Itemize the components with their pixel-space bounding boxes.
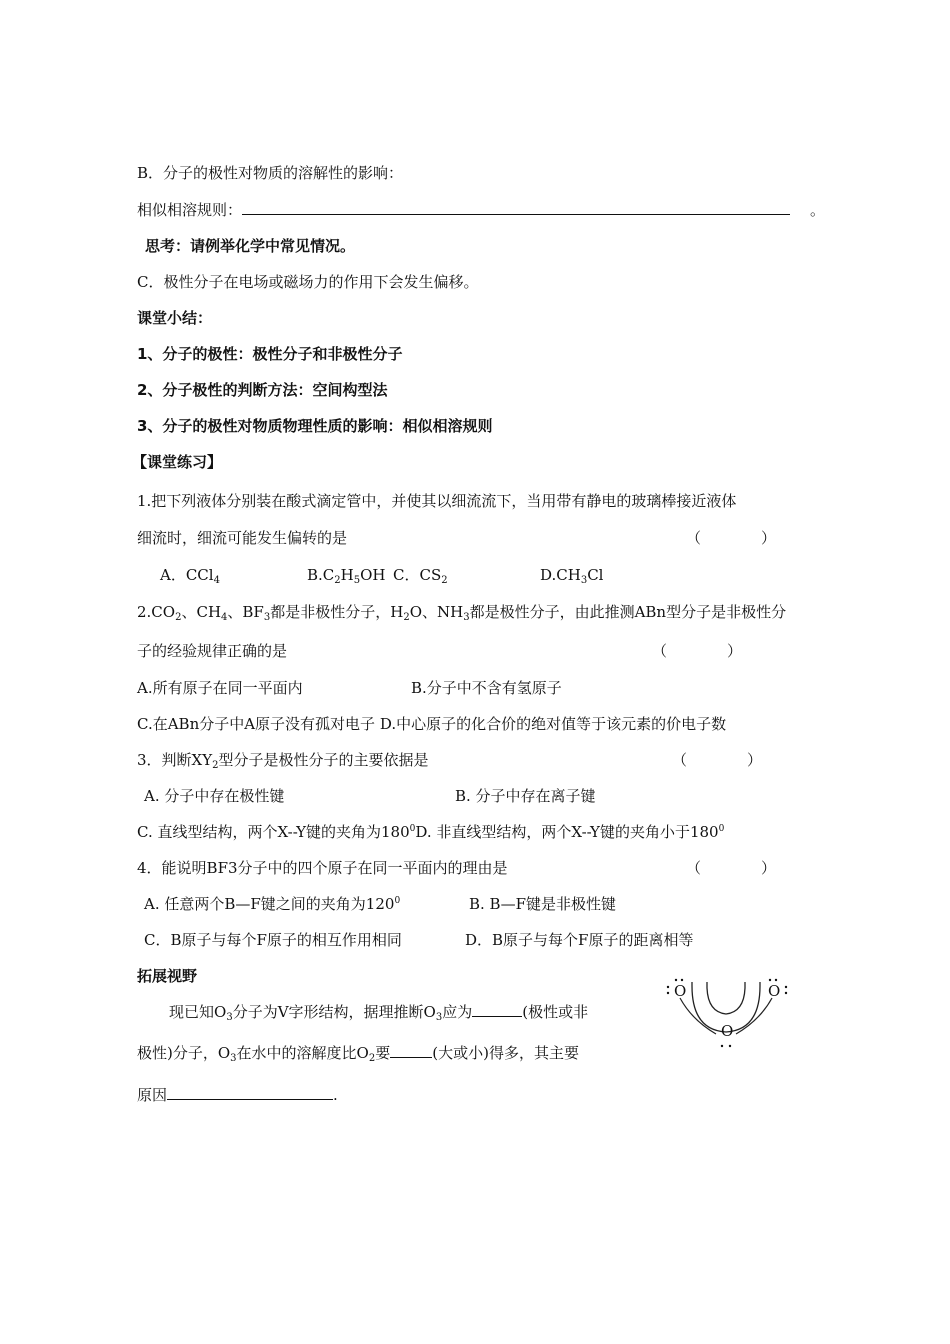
lone-pair-dot bbox=[667, 992, 669, 994]
lone-pair-dot bbox=[785, 986, 787, 988]
ozone-structure-diagram bbox=[660, 974, 792, 1054]
lone-pair-dot bbox=[721, 1045, 723, 1047]
q3-text-1: 3．判断XY bbox=[137, 751, 213, 769]
lone-pair-dot bbox=[775, 979, 777, 981]
q3-option-c-sup: 0 bbox=[409, 824, 416, 834]
q1-option-b-sub-2: 5 bbox=[353, 575, 361, 586]
extend-l1-sub-1: 3 bbox=[226, 1012, 233, 1023]
polarity-blank[interactable] bbox=[472, 1002, 522, 1017]
q3-option-d-sup: 0 bbox=[718, 824, 725, 834]
q1-line1: 1.把下列液体分别装在酸式滴定管中，并使其以细流流下，当用带有静电的玻璃棒接近液体 bbox=[137, 492, 737, 510]
q4-option-b[interactable]: B. B—F键是非极性键 bbox=[469, 895, 616, 913]
lone-pair-dot bbox=[785, 992, 787, 994]
q1-option-d[interactable] bbox=[540, 565, 603, 585]
lone-pair-dot bbox=[667, 986, 669, 988]
atom-right: O bbox=[768, 982, 781, 1000]
extend-l2-sub-2: 2 bbox=[368, 1053, 376, 1064]
q4-option-d[interactable]: D．B原子与每个F原子的距离相等 bbox=[465, 931, 694, 949]
q3-text-2: 型分子是极性分子的主要依据是 bbox=[218, 751, 429, 769]
q2-line2: 子的经验规律正确的是 bbox=[137, 642, 288, 660]
q1-option-c-text: C．CS bbox=[393, 566, 442, 584]
q4-bracket[interactable]: （ ） bbox=[686, 859, 777, 877]
section-c: C．极性分子在电场或磁场力的作用下会发生偏移。 bbox=[137, 273, 479, 291]
q3-sub: 2 bbox=[212, 760, 219, 771]
practice-title: 【课堂练习】 bbox=[132, 453, 223, 471]
q1-option-c[interactable] bbox=[393, 565, 448, 585]
extend-line2 bbox=[137, 1043, 579, 1063]
atom-bottom: O bbox=[721, 1022, 734, 1040]
q3-option-cd[interactable] bbox=[137, 822, 724, 842]
q1-line2: 细流时，细流可能发生偏转的是 bbox=[137, 529, 348, 547]
rule-end: 。 bbox=[810, 201, 826, 219]
q3-option-c-text: C. 直线型结构，两个X--Y键的夹角为180 bbox=[137, 823, 410, 841]
summary-title: 课堂小结： bbox=[137, 309, 213, 327]
extend-line3 bbox=[137, 1085, 338, 1105]
lone-pair-dot bbox=[769, 979, 771, 981]
section-b-title: B．分子的极性对物质的溶解性的影响： bbox=[137, 164, 404, 182]
q1-option-d-text-1: D.CH bbox=[540, 566, 581, 584]
solubility-blank[interactable] bbox=[390, 1043, 432, 1058]
q1-bracket[interactable]: （ ） bbox=[686, 529, 777, 547]
q2-line1 bbox=[137, 602, 786, 622]
think-prompt: 思考：请例举化学中常见情况。 bbox=[145, 237, 356, 255]
q4-line: 4．能说明BF3分子中的四个原子在同一平面内的理由是 bbox=[137, 859, 508, 877]
q3-option-b[interactable]: B. 分子中存在离子键 bbox=[455, 787, 596, 805]
lone-pair-dot bbox=[729, 1045, 731, 1047]
summary-item-1: 1、分子的极性：极性分子和非极性分子 bbox=[137, 345, 403, 363]
rule-label: 相似相溶规则： bbox=[137, 201, 243, 219]
extend-l1-text-1: 现已知O bbox=[169, 1003, 227, 1021]
q4-option-a-sup: 0 bbox=[394, 896, 401, 906]
extend-l1-text-4: (极性或非 bbox=[522, 1003, 589, 1021]
extend-l3-text-2: . bbox=[333, 1086, 338, 1104]
q1-option-b-sub-1: 2 bbox=[334, 575, 341, 586]
q2-sub-2: 4 bbox=[221, 612, 228, 623]
extend-l1-text-2: 分子为V字形结构，据理推断O bbox=[232, 1003, 436, 1021]
q1-option-a[interactable] bbox=[160, 565, 220, 585]
q4-option-a[interactable] bbox=[144, 894, 400, 914]
extend-l2-sub-1: 3 bbox=[230, 1053, 237, 1064]
q1-option-b-text-2: H bbox=[340, 566, 354, 584]
atom-left: O bbox=[674, 982, 687, 1000]
extend-line1 bbox=[169, 1002, 588, 1022]
extend-l2-text-3: 要 bbox=[375, 1044, 391, 1062]
q2-sub-4: 2 bbox=[403, 612, 410, 623]
q1-option-b[interactable] bbox=[307, 565, 386, 585]
extend-title: 拓展视野 bbox=[137, 967, 198, 985]
reason-blank[interactable] bbox=[167, 1085, 333, 1100]
q1-option-c-sub: 2 bbox=[441, 575, 448, 586]
q2-sub-3: 3 bbox=[263, 612, 271, 623]
rule-line bbox=[137, 200, 825, 220]
q2-text-2: 、CH bbox=[181, 603, 222, 621]
q4-option-a-text: A. 任意两个B—F键之间的夹角为120 bbox=[144, 895, 395, 913]
q2-option-a[interactable]: A.所有原子在同一平面内 bbox=[137, 679, 303, 697]
q4-option-c[interactable]: C．B原子与每个F原子的相互作用相同 bbox=[144, 931, 402, 949]
q1-option-b-text-3: OH bbox=[360, 566, 386, 584]
summary-item-2: 2、分子极性的判断方法：空间构型法 bbox=[137, 381, 388, 399]
q2-bracket[interactable]: （ ） bbox=[652, 642, 743, 660]
q3-option-a[interactable]: A. 分子中存在极性键 bbox=[144, 787, 285, 805]
extend-l1-sub-2: 3 bbox=[435, 1012, 443, 1023]
q1-option-b-text-1: B.C bbox=[307, 566, 335, 584]
q2-sub-5: 3 bbox=[463, 612, 470, 623]
lone-pair-dot bbox=[675, 979, 677, 981]
q3-bracket[interactable]: （ ） bbox=[672, 751, 763, 769]
lone-pair-dot bbox=[681, 979, 683, 981]
extend-l2-text-2: 在水中的溶解度比O bbox=[236, 1044, 369, 1062]
extend-l2-text-1: 极性)分子，O bbox=[137, 1044, 231, 1062]
q3-line bbox=[137, 750, 429, 770]
extend-l2-text-4: (大或小)得多，其主要 bbox=[432, 1044, 579, 1062]
q1-option-d-text-2: Cl bbox=[587, 566, 604, 584]
bond-inner bbox=[707, 982, 745, 1014]
q1-option-d-sub: 3 bbox=[580, 575, 588, 586]
q2-option-cd[interactable]: C.在ABn分子中A原子没有孤对电子 D.中心原子的化合价的绝对值等于该元素的价电子数 bbox=[137, 715, 727, 733]
q1-option-a-sub: 4 bbox=[213, 575, 220, 586]
extend-l3-text-1: 原因 bbox=[137, 1086, 168, 1104]
summary-item-3: 3、分子的极性对物质物理性质的影响：相似相溶规则 bbox=[137, 417, 493, 435]
q2-text-5: O、NH bbox=[409, 603, 464, 621]
q2-option-b[interactable]: B.分子中不含有氢原子 bbox=[411, 679, 562, 697]
q1-option-a-text: A．CCl bbox=[160, 566, 214, 584]
q2-text-1: 2.CO bbox=[137, 603, 176, 621]
q2-text-6: 都是极性分子，由此推测ABn型分子是非极性分 bbox=[469, 603, 787, 621]
q3-option-d-text: D. 非直线型结构，两个X--Y键的夹角小于180 bbox=[415, 823, 719, 841]
q2-text-3: 、BF bbox=[227, 603, 264, 621]
rule-blank[interactable] bbox=[242, 200, 790, 215]
extend-l1-text-3: 应为 bbox=[442, 1003, 473, 1021]
q2-text-4: 都是非极性分子，H bbox=[270, 603, 404, 621]
q2-sub-1: 2 bbox=[175, 612, 182, 623]
